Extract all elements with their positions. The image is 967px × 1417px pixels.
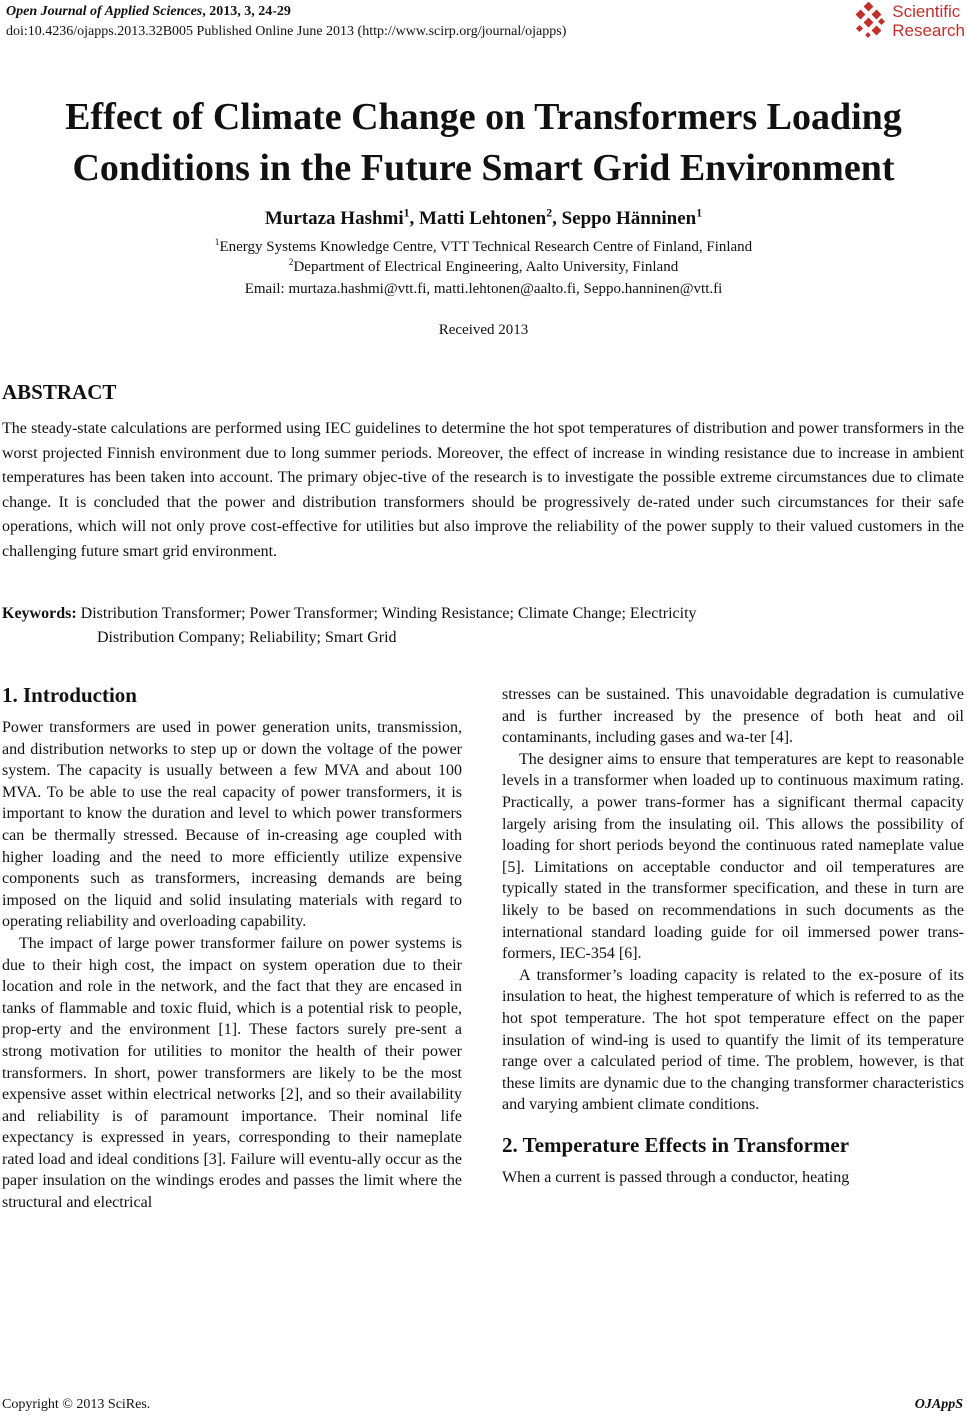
abstract-heading: ABSTRACT: [2, 380, 117, 404]
keywords-line-2: Distribution Company; Reliability; Smart Grid: [97, 629, 397, 646]
logo-line-1: Scientific: [892, 2, 961, 21]
author-affiliation-mark: 1: [403, 206, 410, 220]
author-separator: ,: [409, 208, 420, 229]
page-footer: [2, 1397, 963, 1413]
affiliation-1: [0, 239, 967, 256]
received-date: Received 2013: [438, 322, 529, 338]
right-column: [502, 684, 964, 1188]
body-paragraph: A transformer’s loading capacity is related to the ex-posure of its insulation to heat, the highest temperature of which is referred to as the hot spot temperature. The hot spot temperature effect on the paper insulation of wind-ing is used to quantify the limit of its temperature range over a calculated period of time. The problem, however, is that these limits are dynamic due to the changing transformer characteristics and varying ambient climate conditions.: [502, 966, 964, 1114]
author-name: Murtaza Hashmi: [264, 208, 404, 229]
author-name: Matti Lehtonen: [419, 208, 547, 229]
author-affiliation-mark: 1: [696, 206, 703, 220]
title-line-2: Conditions in the Future Smart Grid Environment: [72, 147, 895, 189]
abstract-text: The steady-state calculations are performed using IEC guidelines to determine the hot spot temperatures of distribution and power transformers in the worst projected Finnish environment due to long summer periods. Moreover, the effect of increase in winding resistance due to increase in ambient temperatures has been taken into account. The primary objec-tive of the research is to investigate the possible extreme circumstances due to climate change. It is concluded that the power and distribution transformers should be progressively de-rated under such circumstances for their safe operations, which will not only prove cost-effective for utilities but also improve the reliability of the power supply to their valued customers in the challenging future smart grid environment.: [2, 420, 964, 560]
title-line-1: Effect of Climate Change on Transformers Loading: [65, 96, 902, 138]
author-separator: ,: [552, 208, 562, 229]
body-paragraph: When a current is passed through a conductor, heating: [502, 1168, 850, 1186]
author-affiliation-mark: 2: [546, 206, 553, 220]
affiliation-2: [0, 259, 967, 276]
scientific-research-logo-icon: [852, 2, 888, 40]
copyright-notice: Copyright © 2013 SciRes.: [2, 1397, 151, 1412]
journal-issue: , 2013, 3, 24-29: [202, 4, 291, 19]
section-heading-introduction: 1. Introduction: [2, 683, 137, 707]
body-paragraph: stresses can be sustained. This unavoidable degradation is cumulative and is further increased by the presence of both heat and oil contaminants, including gases and wa-ter [4].: [502, 686, 964, 747]
body-paragraph: The impact of large power transformer failure on power systems is due to their high cost, the impact on system operation due to their location and role in the network, and the fact that they are encased in tanks of flammable and toxic fluid, which is a potential risk to people, prop-erty and the environment [1]. These factors surely pre-sent a strong motivation for utilities to monitor the health of their power transformers. In short, power transformers are likely to be the most expensive asset within electrical networks [2], and so their availability and reliability is of paramount importance. Their nominal life expectancy is expressed in years, corresponding to their nameplate rated load and ideal conditions [3]. Failure will eventu-ally occur as the paper insulation on the windings erodes and passes the limit where the structural and electrical: [2, 934, 462, 1212]
affiliation-text: Energy Systems Knowledge Centre, VTT Technical Research Centre of Finland, Finland: [219, 239, 753, 255]
body-paragraph: Power transformers are used in power generation units, transmission, and distribution networks to step up or down the voltage of the power system. The capacity is usually between a few MVA and about 100 MVA. To be able to use the real capacity of power transformers, it is important to know the duration and level to which power transformers can be thermally stressed. Because of in-creasing age coupled with higher loading and the need to more efficiently utilize expensive components such as transformers, increasing demands are being imposed on the liquid and solid insulating materials with regard to operating reliability and overloading capability.: [2, 719, 462, 931]
doi-line: doi:10.4236/ojapps.2013.32B005 Published Online June 2013 (http://www.scirp.org/journal/ojapps): [6, 24, 567, 39]
publisher-logo: [852, 2, 965, 40]
logo-line-2: Research: [892, 21, 965, 40]
section-heading-temperature-effects: 2. Temperature Effects in Transformer: [502, 1132, 850, 1157]
author-name: Seppo Hänninen: [561, 208, 697, 229]
journal-header: [6, 2, 566, 42]
keywords-line-1: Distribution Transformer; Power Transformer; Winding Resistance; Climate Change; Electricity: [80, 605, 697, 622]
author-list: [0, 208, 967, 230]
journal-abbreviation: OJAppS: [914, 1397, 963, 1412]
affiliation-mark: 2: [288, 258, 294, 268]
keywords-label: Keywords:: [2, 605, 77, 622]
logo-wordmark: [892, 2, 965, 40]
body-paragraph: The designer aims to ensure that temperatures are kept to reasonable levels in a transformer when loaded up to continuous maximum rating. Practically, a power trans-former has a significant thermal capacity largely arising from the insulating oil. This allows the possibility of loading for short periods beyond the continuous rated nameplate value [5]. Limitations on acceptable conductor and oil temperatures are typically stated in the transformer specification, and these in turn are likely to be based on recommendations in such documents as the international standard loading guide for oil immersed power trans-formers, IEC-354 [6].: [502, 750, 964, 963]
affiliation-mark: 1: [214, 238, 220, 248]
paper-title: [0, 92, 967, 194]
journal-name: Open Journal of Applied Sciences: [6, 4, 203, 19]
affiliation-text: Department of Electrical Engineering, Aalto University, Finland: [293, 259, 679, 275]
keywords: [2, 602, 922, 650]
author-emails: Email: murtaza.hashmi@vtt.fi, matti.lehtonen@aalto.fi, Seppo.hanninen@vtt.fi: [244, 281, 723, 297]
left-column: [2, 682, 462, 1214]
journal-citation: [6, 2, 566, 22]
